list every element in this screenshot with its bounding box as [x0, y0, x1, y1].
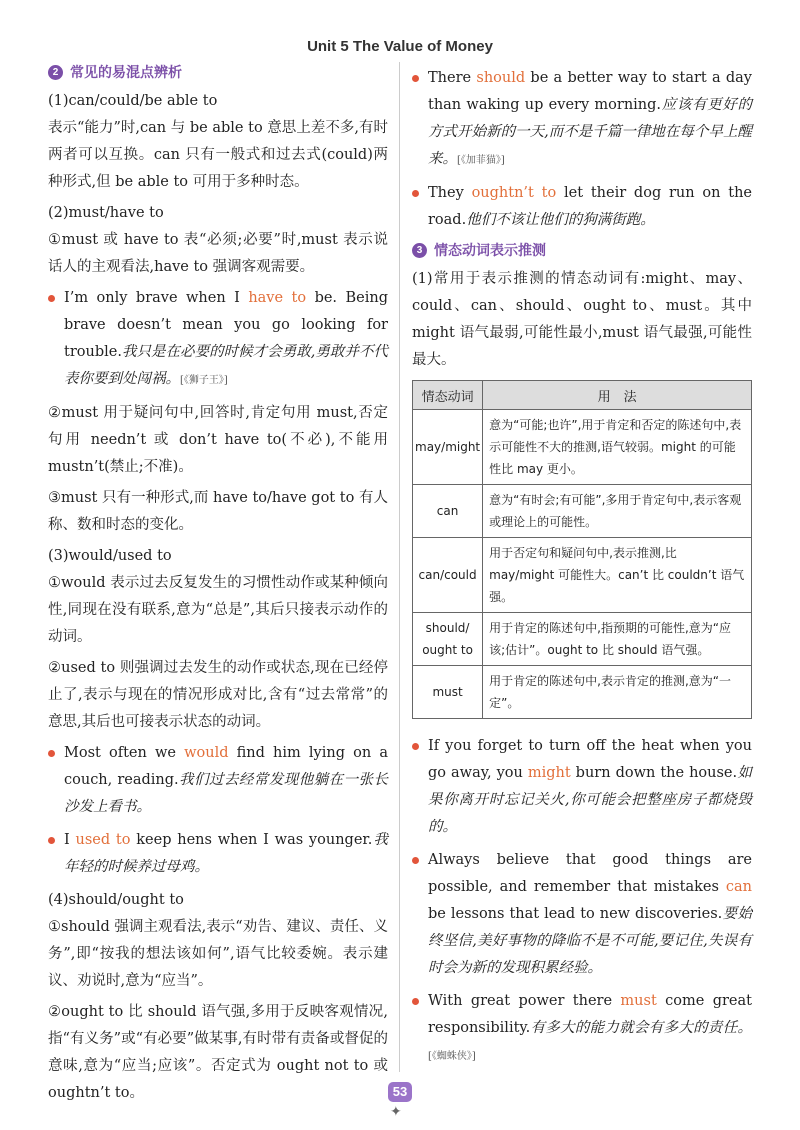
section-heading-2 — [48, 62, 388, 82]
example-sentence: Always believe that good things are possible, and remember that mistakes can be lessons that lead to new discoveries.要始终坚信,美好事物的降临不是不可能,要记住,失误有时会为新的发现积累经验。 — [412, 847, 752, 982]
paragraph: (1)常用于表示推测的情态动词有:might、may、could、can、should、ought to、must。其中 might 语气最弱,可能性最小,must 语气最强,可能性最大。 — [412, 271, 752, 368]
example-sentence: I used to keep hens when I was younger.我年轻的时候养过母鸡。 — [48, 827, 388, 881]
paragraph: ②ought to 比 should 语气强,多用于反映客观情况,指“有义务”或“有必要”做某事,有时带有责备或督促的意味,意为“应当;应该”。否定式为 ought not to 或 oughtn’t to。 — [48, 1004, 388, 1101]
subheading-can-could: (1)can/could/be able to — [48, 93, 218, 109]
section-number-badge: 2 — [48, 65, 63, 80]
paragraph: ③must 只有一种形式,而 have to/have got to 有人称、数和时态的变化。 — [48, 490, 388, 533]
right-column — [412, 62, 752, 1076]
paragraph: ①should 强调主观看法,表示“劝告、建议、责任、义务”,即“按我的想法该如何”,语气比较委婉。表示建议、劝说时,意为“应当”。 — [48, 919, 388, 989]
example-sentence: With great power there must come great responsibility.有多大的能力就会有多大的责任。[《蜘蛛侠》] — [412, 988, 752, 1070]
table-row: should/ ought to 用于肯定的陈述句中,指预期的可能性,意为“应该;估计”。ought to 比 should 语气强。 — [413, 613, 752, 666]
paragraph: 表示“能力”时,can 与 be able to 意思上差不多,有时两者可以互换。can 只有一般式和过去式(could)两种形式,但 be able to 可用于多种时态。 — [48, 120, 388, 190]
paragraph: ①must 或 have to 表“必须;必要”时,must 表示说话人的主观看法,have to 强调客观需要。 — [48, 232, 388, 275]
table-header: 用 法 — [483, 381, 752, 410]
left-column — [48, 62, 388, 1111]
example-sentence: Most often we would find him lying on a couch, reading.我们过去经常发现他躺在一张长沙发上看书。 — [48, 740, 388, 821]
example-sentence: They oughtn’t to let their dog run on the road.他们不该让他们的狗满街跑。 — [412, 180, 752, 234]
section-number-badge: 3 — [412, 243, 427, 258]
example-sentence: I’m only brave when I have to be. Being brave doesn’t mean you go looking for trouble.我只是在必要的时候才会勇敢,勇敢并不代表你要到处闯祸。[《狮子王》] — [48, 285, 388, 394]
section-heading-3 — [412, 240, 752, 260]
column-divider — [399, 62, 400, 1072]
example-sentence: There should be a better way to start a day than waking up every morning.应该有更好的方式开始新的一天,而不是千篇一律地在每个早上醒来。[《加菲猫》] — [412, 65, 752, 174]
subheading-must-have-to: (2)must/have to — [48, 205, 164, 221]
section-title: 情态动词表示推测 — [434, 242, 546, 258]
paragraph: ②must 用于疑问句中,回答时,肯定句用 must,否定句用 needn’t 或 don’t have to(不必),不能用 mustn’t(禁止;不准)。 — [48, 405, 388, 475]
section-title: 常见的易混点辨析 — [70, 64, 182, 80]
table-row: must 用于肯定的陈述句中,表示肯定的推测,意为“一定”。 — [413, 666, 752, 719]
example-sentence: If you forget to turn off the heat when you go away, you might burn down the house.如果你离开时忘记关火,你可能会把整座房子都烧毁的。 — [412, 733, 752, 841]
subheading-would-used-to: (3)would/used to — [48, 548, 172, 564]
table-row: can 意为“有时会;有可能”,多用于肯定句中,表示客观或理论上的可能性。 — [413, 485, 752, 538]
table-row: may/might 意为“可能;也许”,用于肯定和否定的陈述句中,表示可能性不大的推测,语气较弱。might 的可能性比 may 更小。 — [413, 410, 752, 485]
table-row: can/could 用于否定句和疑问句中,表示推测,比 may/might 可能性大。can’t 比 couldn’t 语气强。 — [413, 538, 752, 613]
modal-verb-table — [412, 380, 752, 719]
paragraph: ②used to 则强调过去发生的动作或状态,现在已经停止了,表示与现在的情况形成对比,含有“过去常常”的意思,其后也可接表示状态的动词。 — [48, 660, 388, 730]
page-number: 53 — [388, 1082, 412, 1102]
paragraph: ①would 表示过去反复发生的习惯性动作或某种倾向性,同现在没有联系,意为“总是”,其后只接表示动作的动词。 — [48, 575, 388, 645]
bird-icon: ✦ — [390, 1104, 402, 1120]
page-header: Unit 5 The Value of Money — [307, 38, 493, 55]
table-header: 情态动词 — [413, 381, 483, 410]
table-header-row — [413, 381, 752, 410]
subheading-should-ought-to: (4)should/ought to — [48, 892, 184, 908]
